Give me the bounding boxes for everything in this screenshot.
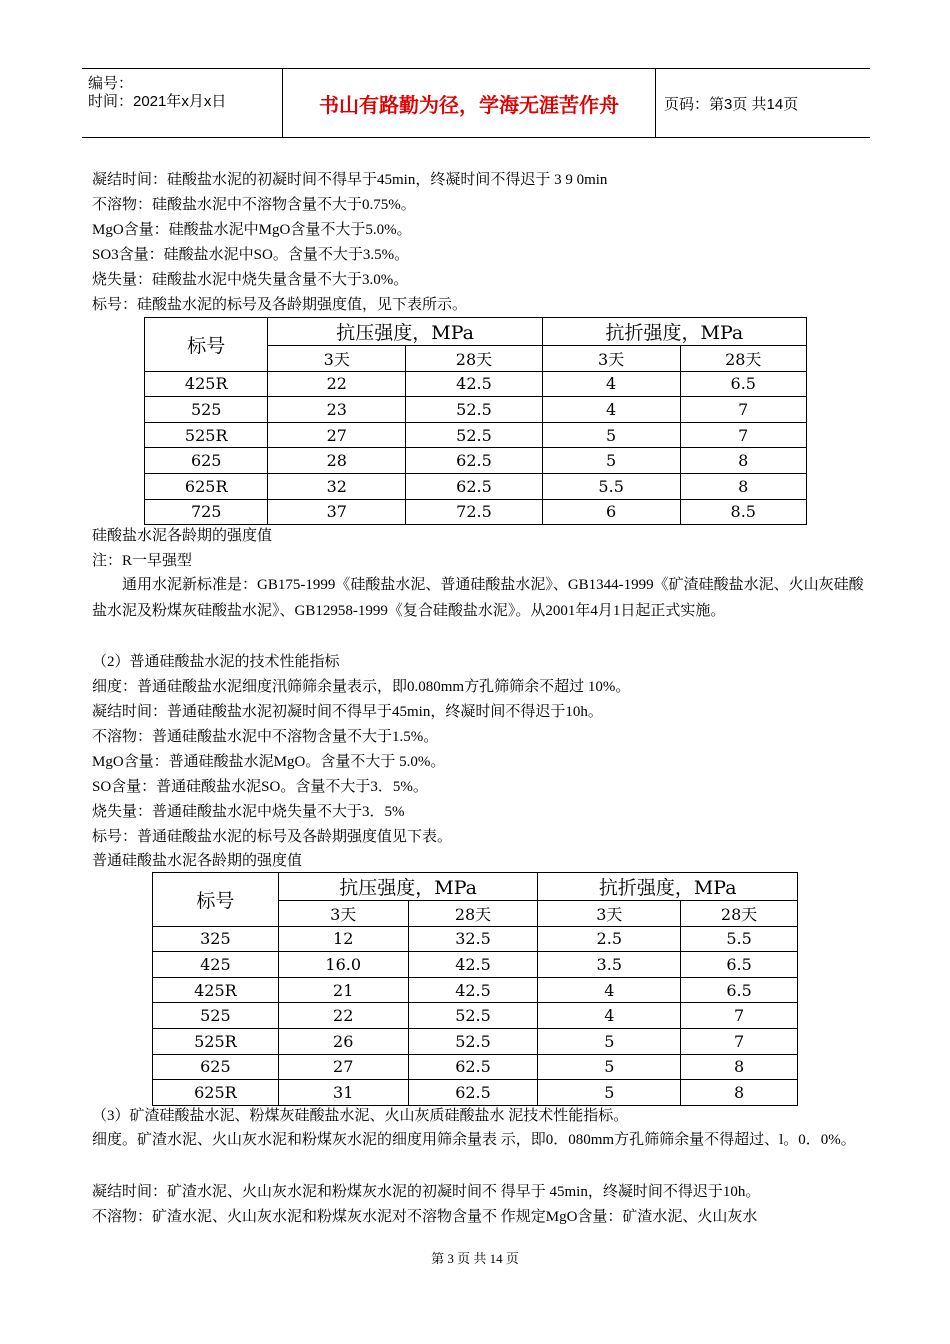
value-cell: 8	[681, 1054, 798, 1080]
header-compressive: 抗压强度，MPa	[278, 873, 538, 901]
grade-cell: 625R	[145, 473, 268, 499]
table-row	[145, 397, 807, 423]
table-note: 注：R一早强型	[92, 553, 193, 569]
subheader-cell: 3天	[538, 901, 681, 927]
strength-table-portland	[144, 317, 807, 525]
text-line: 烧失量：硅酸盐水泥中烧失量含量不大于3.0%。	[92, 272, 409, 288]
value-cell: 4	[538, 1003, 681, 1029]
value-cell: 72.5	[406, 499, 543, 525]
grade-cell: 625R	[153, 1080, 279, 1106]
text-line: 标号：硅酸盐水泥的标号及各龄期强度值，见下表所示。	[92, 297, 468, 313]
table-row	[145, 499, 807, 525]
text-paragraph: 细度。矿渣水泥、火山灰水泥和粉煤灰水泥的细度用筛余量表 示，即0．080mm方孔筛筛余量不得超过、l。0．0%。	[92, 1132, 856, 1148]
page-header	[82, 68, 870, 138]
text-line: 烧失量：普通硅酸盐水泥中烧失量不大于3．5%	[92, 804, 405, 820]
value-cell: 12	[278, 926, 408, 952]
table-row	[153, 1080, 798, 1106]
header-page-info	[655, 69, 870, 137]
page-footer: 第 3 页 共 14 页	[431, 1251, 519, 1266]
value-cell: 3.5	[538, 952, 681, 978]
value-cell: 16.0	[278, 952, 408, 978]
value-cell: 26	[278, 1028, 408, 1054]
table-row	[153, 977, 798, 1003]
text-line: MgO含量：硅酸盐水泥中MgO含量不大于5.0%。	[92, 222, 412, 238]
text-line: SO含量：普通硅酸盐水泥SO。含量不大于3．5%。	[92, 779, 428, 795]
text-line: 标号：普通硅酸盐水泥的标号及各龄期强度值见下表。	[92, 829, 453, 845]
value-cell: 4	[542, 371, 680, 397]
text-line: 细度：普通硅酸盐水泥细度汛筛筛余量表示，即0.080mm方孔筛筛余不超过 10%。	[92, 679, 631, 695]
value-cell: 62.5	[408, 1080, 538, 1106]
value-cell: 52.5	[408, 1028, 538, 1054]
text-line: 不溶物：硅酸盐水泥中不溶物含量不大于0.75%。	[92, 197, 416, 213]
value-cell: 7	[681, 1028, 798, 1054]
table-caption: 普通硅酸盐水泥各龄期的强度值	[92, 853, 303, 869]
subheader-cell: 28天	[681, 901, 798, 927]
value-cell: 62.5	[406, 473, 543, 499]
value-cell: 6.5	[680, 371, 807, 397]
subheader-cell: 28天	[406, 346, 543, 372]
value-cell: 32.5	[408, 926, 538, 952]
value-cell: 22	[268, 371, 406, 397]
value-cell: 42.5	[408, 977, 538, 1003]
value-cell: 6.5	[681, 952, 798, 978]
subheader-cell: 3天	[268, 346, 406, 372]
page-label: 页码：第3页 共14页	[664, 95, 799, 113]
value-cell: 37	[268, 499, 406, 525]
value-cell: 62.5	[408, 1054, 538, 1080]
value-cell: 42.5	[408, 952, 538, 978]
value-cell: 52.5	[406, 397, 543, 423]
subheader-cell: 3天	[542, 346, 680, 372]
value-cell: 5.5	[681, 926, 798, 952]
value-cell: 62.5	[406, 448, 543, 474]
grade-cell: 325	[153, 926, 279, 952]
value-cell: 7	[681, 1003, 798, 1029]
value-cell: 2.5	[538, 926, 681, 952]
value-cell: 5	[542, 448, 680, 474]
date-label: 时间：2021年x月x日	[88, 93, 227, 110]
value-cell: 5	[538, 1028, 681, 1054]
number-label: 编号：	[88, 75, 134, 92]
value-cell: 23	[268, 397, 406, 423]
value-cell: 4	[542, 397, 680, 423]
grade-cell: 525R	[145, 422, 268, 448]
table-header-row	[153, 873, 798, 901]
header-grade: 标号	[153, 873, 279, 927]
header-grade: 标号	[145, 318, 268, 372]
value-cell: 5	[542, 422, 680, 448]
text-line: MgO含量：普通硅酸盐水泥MgO。含量不大于 5.0%。	[92, 754, 446, 770]
value-cell: 8	[680, 473, 807, 499]
table-row	[153, 1054, 798, 1080]
table-row	[145, 422, 807, 448]
value-cell: 27	[278, 1054, 408, 1080]
text-line: 不溶物：普通硅酸盐水泥中不溶物含量不大于1.5%。	[92, 729, 439, 745]
standard-paragraph: 通用水泥新标准是：GB175-1999《硅酸盐水泥、普通硅酸盐水泥》、GB1344-1999《矿渣硅酸盐水泥、火山灰硅酸盐水泥及粉煤灰硅酸盐水泥》、GB12958-1999《复合硅酸盐水泥》。从2001年4月1日起正式实施。	[92, 577, 864, 619]
value-cell: 28	[268, 448, 406, 474]
table-row	[145, 448, 807, 474]
subheader-cell: 3天	[278, 901, 408, 927]
text-line: 凝结时间：普通硅酸盐水泥初凝时间不得早于45min，终凝时间不得迟于10h。	[92, 704, 603, 720]
header-meta	[82, 69, 282, 137]
value-cell: 4	[538, 977, 681, 1003]
grade-cell: 625	[145, 448, 268, 474]
text-line: 不溶物：矿渣水泥、火山灰水泥和粉煤灰水泥对不溶物含量不 作规定MgO含量：矿渣水泥、火山灰水	[92, 1209, 758, 1225]
text-line: 凝结时间：硅酸盐水泥的初凝时间不得早于45min，终凝时间不得迟于 3 9 0min	[92, 172, 608, 188]
grade-cell: 525	[145, 397, 268, 423]
header-motto: 书山有路勤为径，学海无涯苦作舟	[282, 69, 656, 137]
grade-cell: 525R	[153, 1028, 279, 1054]
header-flexural: 抗折强度，MPa	[538, 873, 798, 901]
value-cell: 27	[268, 422, 406, 448]
value-cell: 8	[680, 448, 807, 474]
value-cell: 5	[538, 1080, 681, 1106]
value-cell: 21	[278, 977, 408, 1003]
grade-cell: 725	[145, 499, 268, 525]
grade-cell: 425R	[153, 977, 279, 1003]
table-caption: 硅酸盐水泥各龄期的强度值	[92, 528, 273, 544]
table-row	[145, 473, 807, 499]
value-cell: 5.5	[542, 473, 680, 499]
grade-cell: 425R	[145, 371, 268, 397]
value-cell: 6	[542, 499, 680, 525]
value-cell: 8.5	[680, 499, 807, 525]
section-heading: （3）矿渣硅酸盐水泥、粉煤灰硅酸盐水泥、火山灰质硅酸盐水 泥技术性能指标。	[92, 1108, 629, 1124]
strength-table-ordinary	[152, 872, 798, 1106]
subheader-cell: 28天	[408, 901, 538, 927]
table-header-row	[145, 318, 807, 346]
value-cell: 52.5	[406, 422, 543, 448]
section-heading: （2）普通硅酸盐水泥的技术性能指标	[92, 654, 340, 670]
header-compressive: 抗压强度，MPa	[268, 318, 542, 346]
value-cell: 6.5	[681, 977, 798, 1003]
grade-cell: 525	[153, 1003, 279, 1029]
text-line: SO3含量：硅酸盐水泥中SO。含量不大于3.5%。	[92, 247, 410, 263]
value-cell: 5	[538, 1054, 681, 1080]
value-cell: 8	[681, 1080, 798, 1106]
value-cell: 31	[278, 1080, 408, 1106]
value-cell: 52.5	[408, 1003, 538, 1029]
value-cell: 7	[680, 422, 807, 448]
header-flexural: 抗折强度，MPa	[542, 318, 806, 346]
grade-cell: 625	[153, 1054, 279, 1080]
subheader-cell: 28天	[680, 346, 807, 372]
table-row	[153, 1028, 798, 1054]
grade-cell: 425	[153, 952, 279, 978]
value-cell: 32	[268, 473, 406, 499]
table-row	[153, 926, 798, 952]
text-line: 凝结时间：矿渣水泥、火山灰水泥和粉煤灰水泥的初凝时间不 得早于 45min，终凝时间不得迟于10h。	[92, 1184, 761, 1200]
value-cell: 22	[278, 1003, 408, 1029]
table-row	[153, 952, 798, 978]
value-cell: 7	[680, 397, 807, 423]
table-row	[145, 371, 807, 397]
table-row	[153, 1003, 798, 1029]
value-cell: 42.5	[406, 371, 543, 397]
